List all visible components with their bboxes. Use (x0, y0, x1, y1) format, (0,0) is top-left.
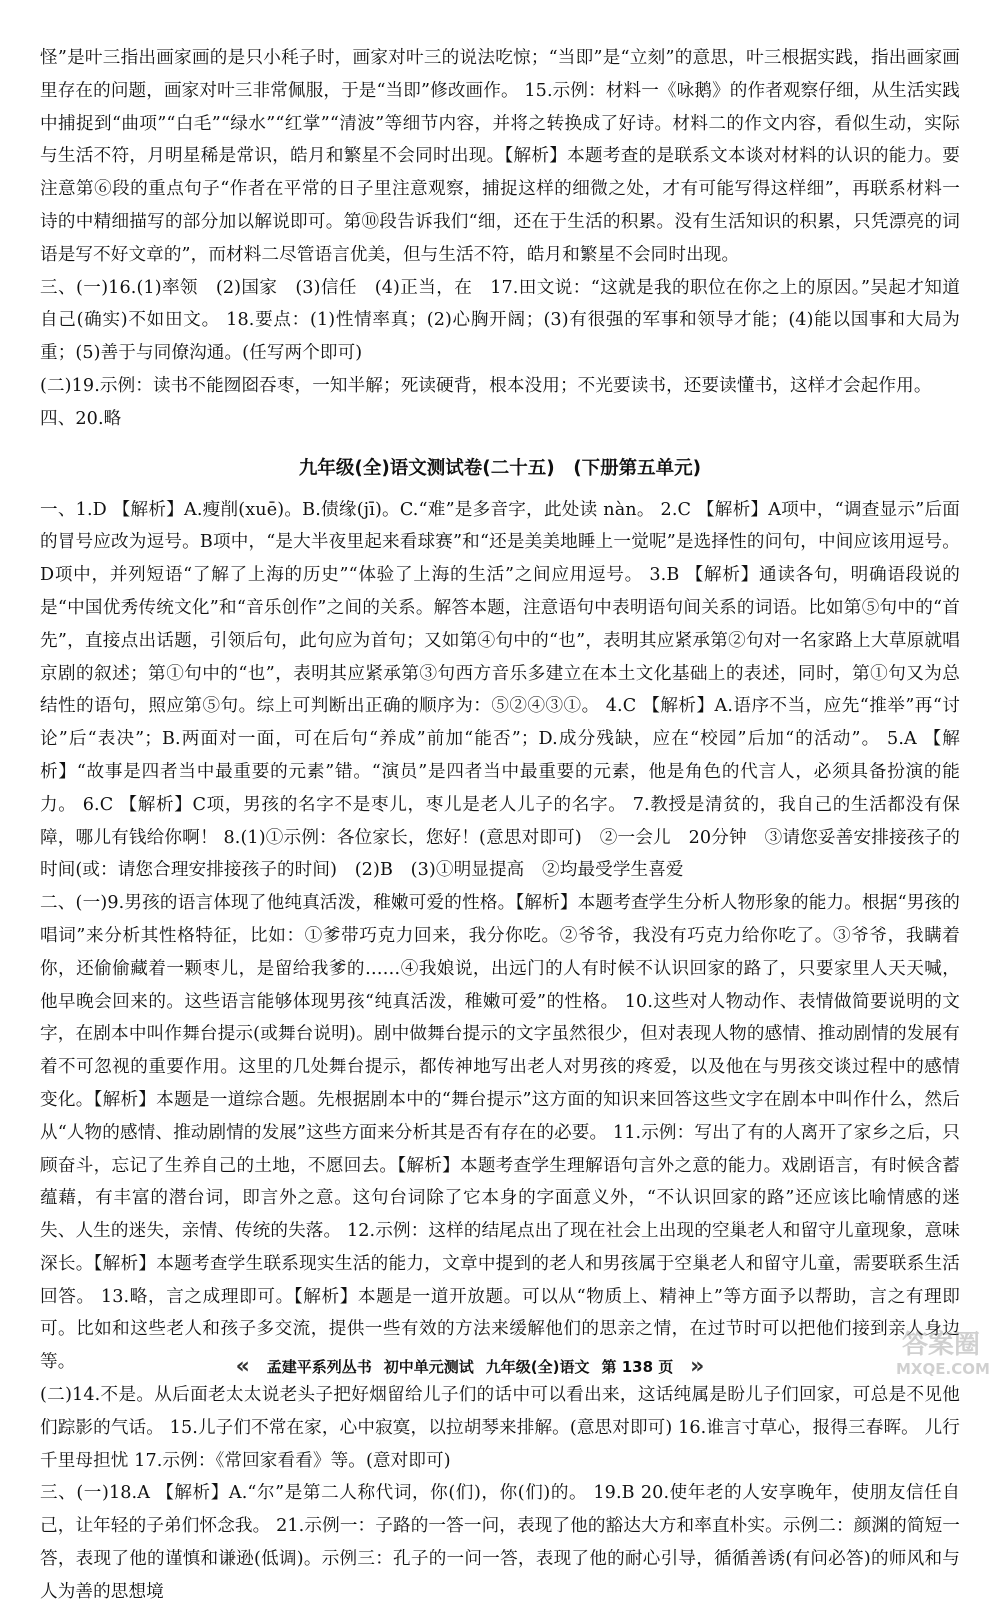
paragraph: 怪”是叶三指出画家画的是只小秏子时，画家对叶三的说法吃惊；“当即”是“立刻”的意思，叶三根据实践，指出画家画里存在的问题，画家对叶三非常佩服，于是“当即”修改画作。 15.示例：材料一《咏鹅》的作者观察仔细，从生活实践中捕捉到“曲项”“白毛”“绿水”“红掌”“清波”等细节内容，并将之转换成了好诗。材料二的作文内容，看似生动，实际与生活不符，月明星稀是常识，皓月和繁星不会同时出现。【解析】本题考查的是联系文本谈对材料的认识的能力。要注意第⑥段的重点句子“作者在平常的日子里注意观察，捕捉这样的细微之处，才有可能写得这样细”，再联系材料一诗的中精细描写的部分加以解说即可。第⑩段告诉我们“细，还在于生活的积累。没有生活知识的积累，只凭漂亮的词语是写不好文章的”，而材料二尽管语言优美，但与生活不符，皓月和繁星不会同时出现。 (40, 48, 960, 265)
page-footer (200, 1354, 740, 1378)
paragraph: 四、20.略 (40, 408, 122, 429)
paragraph: 三、(一)16.(1)率领 (2)国家 (3)信任 (4)正当，在 17.田文说：“这就是我的职位在你之上的原因。”吴起才知道自己(确实)不如田文。 18.要点：(1)性情率真；(2)心胸开阔；(3)有很强的军事和领导才能；(4)能以国事和大局为重；(5)善于与同僚沟通。(任写两个即可) (40, 277, 960, 364)
paragraph: 三、(一)18.A 【解析】A.“尔”是第二人称代词，你(们)，你(们)的。 19.B 20.使年老的人安享晚年，使朋友信任自己，让年轻的子弟们怀念我。 21.示例一：子路的一答一问，表现了他的豁达大方和率直朴实。示例二：颜渊的简短一答，表现了他的谨慎和谦逊(低调)。示例三：孔子的一问一答，表现了他的耐心引导，循循善诱(有问必答)的师风和与人为善的思想境 (40, 1483, 960, 1602)
watermark-line1: 答案圈 (901, 1330, 980, 1360)
footer-subject: 九年级(全)语文 (485, 1357, 590, 1376)
watermark-logo (896, 1330, 990, 1386)
paragraph: 二、(一)9.男孩的语言体现了他纯真活泼，稚嫩可爱的性格。【解析】本题考查学生分析人物形象的能力。根据“男孩的唱词”来分析其性格特征，比如：①爹带巧克力回来，我分你吃。②爷爷，我没有巧克力给你吃了。③爷爷，我瞒着你，还偷偷藏着一颗枣儿，是留给我爹的……④我娘说，出远门的人有时候不认识回家的路了，只要家里人天天喊，他早晚会回来的。这些语言能够体现男孩“纯真活泼，稚嫩可爱”的性格。 10.这些对人物动作、表情做简要说明的文字，在剧本中叫作舞台提示(或舞台说明)。剧中做舞台提示的文字虽然很少，但对表现人物的感情、推动剧情的发展有着不可忽视的重要作用。这里的几处舞台提示，都传神地写出老人对男孩的疼爱，以及他在与男孩交谈过程中的感情变化。【解析】本题是一道综合题。先根据剧本中的“舞台提示”这方面的知识来回答这些文字在剧本中叫作什么，然后从“人物的感情、推动剧情的发展”这些方面来分析其是否有存在的必要。 11.示例：写出了有的人离开了家乡之后，只顾奋斗，忘记了生养自己的土地，不愿回去。【解析】本题考查学生理解语句言外之意的能力。戏剧语言，有时候含蓄蕴藉，有丰富的潜台词，即言外之意。这句台词除了它本身的字面意义外，“不认识回家的路”还应该比喻情感的迷失、人生的迷失，亲情、传统的失落。 12.示例：这样的结尾点出了现在社会上出现的空巢老人和留守儿童现象，意味深长。【解析】本题考查学生联系现实生活的能力，文章中提到的老人和男孩属于空巢老人和留守儿童，需要联系生活回答。 13.略，言之成理即可。【解析】本题是一道开放题。可以从“物质上、精神上”等方面予以帮助，言之有理即可。比如和这些老人和孩子多交流，提供一些有效的方法来缓解他们的思亲之情，在过节时可以把他们接到亲人身边等。 (40, 893, 960, 1373)
page-number: 第 138 页 (601, 1357, 674, 1376)
footer-series: 孟建平系列丛书 (266, 1357, 372, 1376)
watermark-line2: MXQE.COM (896, 1360, 990, 1378)
section-title: 九年级(全)语文测试卷(二十五) (下册第五单元) (298, 457, 702, 479)
left-arrow-icon: « (235, 1353, 250, 1379)
paragraph: (二)19.示例：读书不能囫囵吞枣，一知半解；死读硬背，根本没用；不光要读书，还要读懂书，这样才会起作用。 (40, 375, 932, 396)
paragraph: 一、1.D 【解析】A.瘦削(xuē)。B.债缘(jī)。C.“难”是多音字，此处读 nàn。 2.C 【解析】A项中，“调查显示”后面的冒号应改为逗号。B项中，“是大半夜里起来看球赛”和“还是美美地睡上一觉呢”是选择性的问句，中间应该用逗号。D项中，并列短语“了解了上海的历史”“体验了上海的生活”之间应用逗号。 3.B 【解析】通读各句，明确语段说的是“中国优秀传统文化”和“音乐创作”之间的关系。解答本题，注意语句中表明语句间关系的词语。比如第⑤句中的“首先”，直接点出话题，引领后句，此句应为首句；又如第④句中的“也”，表明其应紧承第②句对一名家路上大草原就唱京剧的叙述；第①句中的“也”，表明其应紧承第③句西方音乐多建立在本土文化基础上的表述，同时，第①句又为总结性的语句，照应第⑤句。综上可判断出正确的顺序为：⑤②④③①。 4.C 【解析】A.语序不当，应先“推举”再“讨论”后“表决”；B.两面对一面，可在后句“养成”前加“能否”；D.成分残缺，应在“校园”后加“的活动”。 5.A 【解析】“故事是四者当中最重要的元素”错。“演员”是四者当中最重要的元素，他是角色的代言人，必须具备扮演的能力。 6.C 【解析】C项，男孩的名字不是枣儿，枣儿是老人儿子的名字。 7.教授是清贫的，我自己的生活都没有保障，哪儿有钱给你啊！ 8.(1)①示例：各位家长，您好！(意思对即可) ②一会儿 20分钟 ③请您妥善安排接孩子的时间(或：请您合理安排接孩子的时间) (2)B (3)①明显提高 ②均最受学生喜爱 (40, 499, 960, 881)
right-arrow-icon: » (690, 1353, 705, 1379)
footer-book: 初中单元测试 (383, 1357, 474, 1376)
paragraph: (二)14.不是。从后面老太太说老头子把好烟留给儿子们的话中可以看出来，这话纯属是盼儿子们回家，可总是不见他们踪影的气话。 15.儿子们不常在家，心中寂寞，以拉胡琴来排解。(意思对即可) 16.谁言寸草心，报得三春晖。 儿行千里母担忧 17.示例：《常回家看看》等。(意对即可) (40, 1385, 960, 1471)
